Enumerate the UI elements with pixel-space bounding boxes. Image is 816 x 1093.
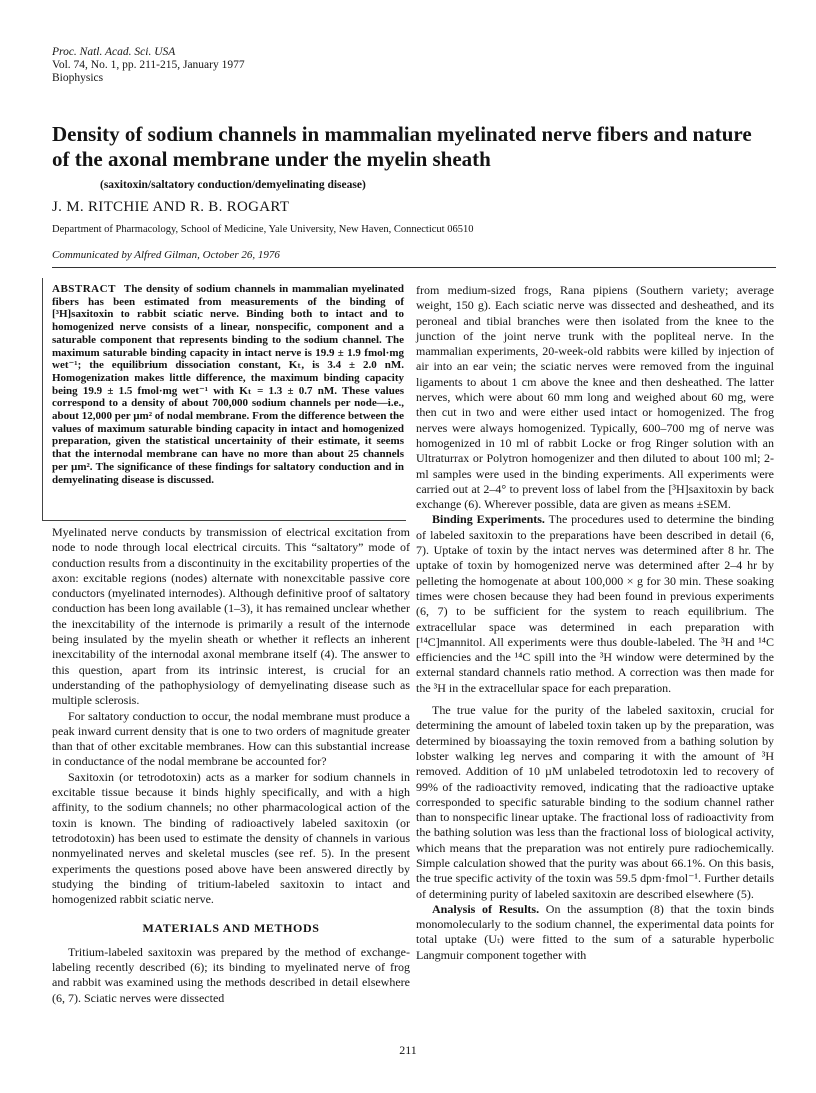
communicated-by: Communicated by Alfred Gilman, October 26, 1976 xyxy=(52,249,280,261)
abstract-border-left xyxy=(42,278,43,520)
paragraph-text: The procedures used to determine the binding of labeled saxitoxin to the preparations have been described in detail (6, 7). Uptake of toxin by the intact nerves was determined after 8 hr. The uptake of toxin by homogenized nerve was determined after 2–4 hr by pelleting the homogenate at about 100,000 × g for 30 min. These soaking times were chosen because they had been found in previous experiments (6, 7) to be sufficient for the system to reach equilibrium. The extracellular space was determined in each preparation with [¹⁴C]mannitol. All experiments were thus double-labeled. The ³H and ¹⁴C efficiencies and the ¹⁴C spill into the ³H window were determined by the external standard channels ratio method. A correction was then made for the ³H in the extracellular space for each preparation. xyxy=(416,512,774,695)
section-heading: MATERIALS AND METHODS xyxy=(142,921,320,936)
affiliation: Department of Pharmacology, School of Medicine, Yale University, New Haven, Connecticut 06510 xyxy=(52,224,474,235)
paragraph-gap xyxy=(416,696,774,703)
journal-header xyxy=(52,46,245,85)
paragraph: from medium-sized frogs, Rana pipiens (Southern variety; average weight, 150 g). Each sciatic nerve was dissected and desheathed, and its peroneal and tibial branches were then isolated from the knee to the junction of the joint nerve trunk with the popliteal nerve. In the mammalian experiments, 20-week-old rabbits were killed by injection of air into an ear vein; the sciatic nerves were removed from the inguinal ligaments to about 1 cm above the knee and then desheathed. The latter nerves, which were about 60 mm long and weighed about 60 mg, were then cut in two and were either used intact or homogenized. The frog nerves were always homogenized. Typically, 600–700 mg of nerve was homogenized in 10 ml of rabbit Locke or frog Ringer solution with an Ultraturrax or Polytron homogenizer and then diluted to about 100 ml; 2-ml samples were used in the binding experiments. All experiments were carried out at 2–4° to prevent loss of label from the [³H]saxitoxin by back exchange (6). Wherever possible, data are given as means ±SEM. xyxy=(416,283,774,512)
authors: J. M. RITCHIE AND R. B. ROGART xyxy=(52,199,290,215)
paragraph: Myelinated nerve conducts by transmission of electrical excitation from node to node through local electrical circuits. This “saltatory” mode of conduction results from a discontinuity in the excitability properties of the axon: excitable regions (nodes) alternate with nonexcitable passive core conductors (myelinated internodes). Although definitive proof of saltatory conduction has been long available (1–3), it has remained unclear whether the inexcitability of the internode is primarily a result of the internode being insulated by the myelin sheath or whether it reflects an inherent inexcitability of the internodal axonal membrane itself (4). The answer to this question, apart from its intrinsic interest, is crucial for an understanding of the pathophysiology of demyelinating disease such as multiple sclerosis. xyxy=(52,525,410,708)
journal-name: Proc. Natl. Acad. Sci. USA xyxy=(52,46,176,58)
run-in-heading: Analysis of Results. xyxy=(432,901,540,916)
paragraph: Tritium-labeled saxitoxin was prepared by the method of exchange-labeling recently described (6); its binding to myelinated nerve of frog and rabbit was examined using the methods described in detail elsewhere (6, 7). Sciatic nerves were dissected xyxy=(52,944,410,1005)
journal-volume: Vol. 74, No. 1, pp. 211-215, January 1977 xyxy=(52,59,245,71)
page-number: 211 xyxy=(399,1043,417,1057)
abstract-text: The density of sodium channels in mammalian myelinated fibers has been estimated from measurements of the binding of [³H]saxitoxin to rabbit sciatic nerve. Binding both to intact and to homogenized nerve consists of a linear, nonspecific, component and a saturable component that represents binding to the sodium channel. The maximum saturable binding capacity in intact nerve is 19.9 ± 1.9 fmol·mg wet⁻¹; the equilibrium dissociation constant, Kₜ, is 3.4 ± 2.0 nM. Homogenization makes little difference, the maximum binding capacity being 19.9 ± 1.5 fmol·mg wet⁻¹ with Kₜ = 1.3 ± 0.7 nM. These values correspond to a density of about 700,000 sodium channels per node—i.e., about 12,000 per µm² of nodal membrane. From the difference between the values of maximum saturable binding capacity in intact and homogenized preparation, given the statistical uncertainity of their estimate, it seems that the internodal membrane can have no more than about 25 channels per µm². The significance of these findings for saltatory conduction and in demyelinating disease is discussed. xyxy=(52,283,404,486)
journal-section: Biophysics xyxy=(52,72,104,84)
run-in-heading: Binding Experiments. xyxy=(432,512,545,527)
right-column xyxy=(416,283,774,963)
abstract xyxy=(52,283,404,486)
left-column xyxy=(52,525,410,1006)
paragraph: The true value for the purity of the labeled saxitoxin, crucial for determining the amount of labeled toxin taken up by the preparation, was determined by bioassaying the toxin removed from a bathing solution by lobster walking leg nerves and comparing it with the amount of ³H removed. Addition of 10 µM unlabeled tetrodotoxin led to recovery of 99% of the radioactivity removed, indicating that the radioactive uptake corresponded to specific saturable binding to the sodium channel rather than to nonspecific linear uptake. The fractional loss of radioactivity from the bathing solution was less than the fractional loss of biological activity, which means that the preparation was not entirely pure radiochemically. Simple calculation showed that the purity was about 66.1%. On this basis, the true specific activity of the toxin was 59.5 dpm·fmol⁻¹. Further details of determining purity of labeled saxitoxin are described elsewhere (5). xyxy=(416,703,774,901)
abstract-border-bottom xyxy=(42,520,406,521)
header-rule xyxy=(52,267,776,268)
paragraph xyxy=(416,902,774,963)
abstract-heading: ABSTRACT xyxy=(52,283,116,295)
paragraph: Saxitoxin (or tetrodotoxin) acts as a marker for sodium channels in excitable tissue because it binds highly specifically, and with a high affinity, to the sodium channels; no other pharmacological action of the toxin is known. The binding of radioactively labeled saxitoxin (or tetrodotoxin) has been used to estimate the density of channels in various nonmyelinated nerves and skeletal muscles (see ref. 5). In the present experiments the questions posed above have been answered directly by studying the binding of tritium-labeled saxitoxin to intact and homogenized rabbit sciatic nerve. xyxy=(52,769,410,907)
keywords: (saxitoxin/saltatory conduction/demyelinating disease) xyxy=(100,179,366,191)
paragraph: For saltatory conduction to occur, the nodal membrane must produce a peak inward current density that is one to two orders of magnitude greater than that of other excitable membranes. How can this substantial increase in conductance of the nodal membrane be accounted for? xyxy=(52,708,410,769)
paragraph xyxy=(416,512,774,696)
paper-title: Density of sodium channels in mammalian myelinated nerve fibers and nature of the axonal membrane under the myelin sheath xyxy=(52,122,752,171)
paragraph-text: On the assumption (8) that the toxin binds monomolecularly to the sodium channel, the experimental data points for total uptake (Uₜ) were fitted to the sum of a saturable hyperbolic Langmuir component together with xyxy=(416,901,775,962)
